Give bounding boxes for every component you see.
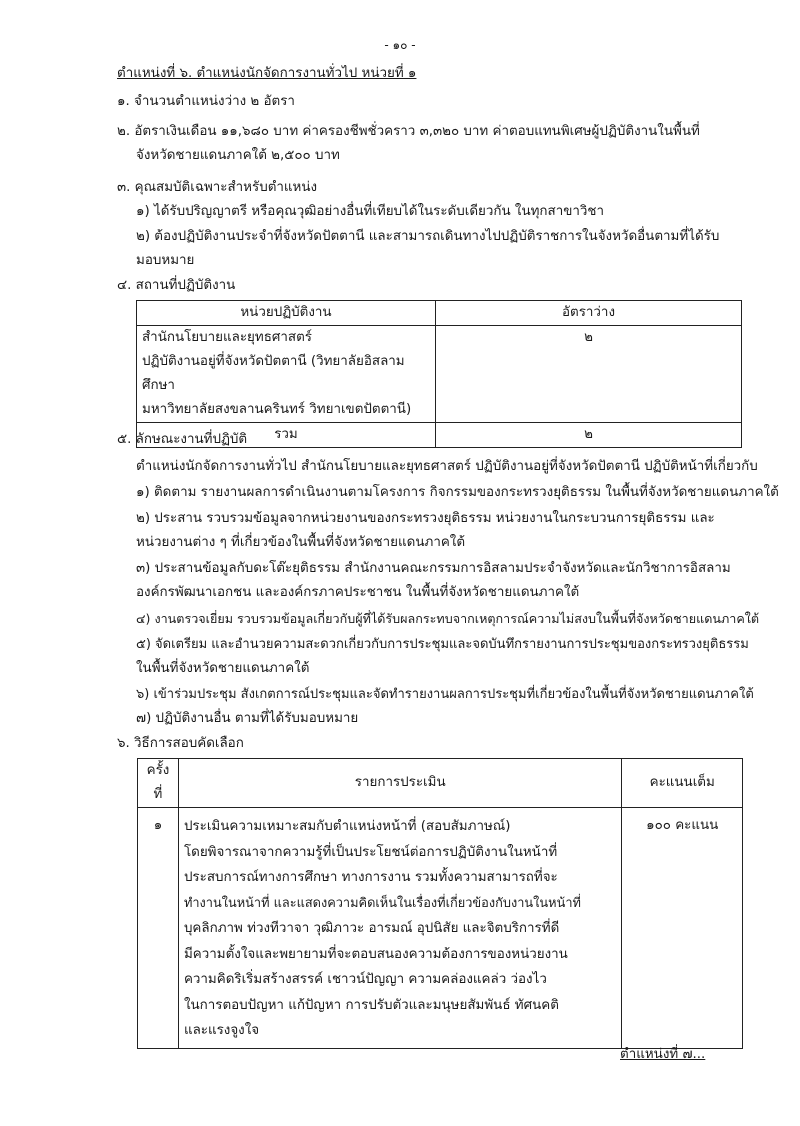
next-position-continuation: ตำแหน่งที่ ๗... — [620, 1047, 706, 1062]
assessment-line: ในการตอบปัญหา แก้ปัญหา การปรับตัวและมนุษยสัมพันธ์ ทัศนคติ — [183, 997, 559, 1013]
section3-item-1: ๑) ได้รับปริญญาตรี หรือคุณวุฒิอย่างอื่นที่เทียบได้ในระดับเดียวกัน ในทุกสาขาวิชา — [136, 204, 605, 219]
duty-line: ๓) ประสานข้อมูลกับดะโต๊ะยุติธรรม สำนักงานคณะกรรมการอิสลามประจำจังหวัดและนักวิชาการอิสลาม — [136, 561, 731, 576]
section1-vacancy-count: ๑. จำนวนตำแหน่งว่าง ๒ อัตรา — [117, 94, 295, 109]
assessment-line: ทำงานในหน้าที่ และแสดงความคิดเห็นในเรื่องที่เกี่ยวข้องกับงานในหน้าที่ — [183, 895, 581, 911]
assessment-line: ความคิดริเริ่มสร้างสรรค์ เชาวน์ปัญญา ความคล่องแคล่ว ว่องไว — [183, 972, 547, 987]
assessment-cell — [178, 808, 622, 1049]
duty-line: หน่วยงานต่าง ๆ ที่เกี่ยวข้องในพื้นที่จังหวัดชายแดนภาคใต้ — [136, 535, 466, 550]
section3-item-2-cont: มอบหมาย — [136, 253, 195, 268]
table-header-row — [138, 759, 743, 808]
assessment-line: และแรงจูงใจ — [183, 1023, 260, 1038]
total-count: ๒ — [435, 423, 741, 448]
section4-heading: ๔. สถานที่ปฏิบัติงาน — [117, 278, 236, 293]
assessment-line: ประสบการณ์ทางการศึกษา ทางการงาน รวมทั้งความสามารถที่จะ — [183, 870, 558, 885]
total-label: รวม — [137, 423, 436, 448]
unit-line: ปฏิบัติงานอยู่ที่จังหวัดปัตตานี (วิทยาลัยอิสลามศึกษา — [142, 354, 405, 393]
unit-cell — [137, 326, 436, 423]
unit-line: มหาวิทยาลัยสงขลานครินทร์ วิทยาเขตปัตตานี) — [142, 402, 412, 417]
assessment-line: มีความตั้งใจและพยายามที่จะตอบสนองความต้องการของหน่วยงาน — [183, 946, 568, 962]
page-number: - ๑๐ - — [384, 38, 416, 52]
duty-line: องค์กรพัฒนาเอกชน และองค์กรภาคประชาชน ในพื้นที่จังหวัดชายแดนภาคใต้ — [136, 585, 580, 600]
duty-line: ๖) เข้าร่วมประชุม สังเกตการณ์ประชุมและจัดทำรายงานผลการประชุมที่เกี่ยวข้องในพื้นที่จังหวัดชายแดนภาคใต้ — [136, 687, 754, 702]
duty-line: ๑) ติดตาม รายงานผลการดำเนินงานตามโครงการ กิจกรรมของกระทรวงยุติธรรม ในพื้นที่จังหวัดชายแดนภาคใต้ — [136, 485, 779, 500]
section3-item-2: ๒) ต้องปฏิบัติงานประจำที่จังหวัดปัตตานี และสามารถเดินทางไปปฏิบัติราชการในจังหวัดอื่นตามที่ได้รับ — [136, 229, 720, 244]
duty-line: ๒) ประสาน รวบรวมข้อมูลจากหน่วยงานของกระทรวงยุติธรรม หน่วยงานในกระบวนการยุติธรรม และ — [136, 511, 715, 526]
selection-method-table — [137, 758, 743, 1049]
header-vacancy: อัตราว่าง — [435, 301, 741, 326]
duty-line: ๕) จัดเตรียม และอำนวยความสะดวกเกี่ยวกับการประชุมและจดบันทึกรายงานการประชุมของกระทรวงยุติธรรม — [136, 637, 749, 652]
assessment-line: ประเมินความเหมาะสมกับตำแหน่งหน้าที่ (สอบสัมภาษณ์) — [183, 819, 511, 834]
round-cell: ๑ — [138, 808, 179, 1049]
section2-salary-line2: จังหวัดชายแดนภาคใต้ ๒,๕๐๐ บาท — [136, 148, 340, 163]
header-assessment: รายการประเมิน — [178, 759, 622, 808]
duty-line: ๔) งานตรวจเยี่ยม รวบรวมข้อมูลเกี่ยวกับผู้ที่ได้รับผลกระทบจากเหตุการณ์ความไม่สงบในพื้นที่จังหวัดชายแดนภาคใต้ — [136, 611, 760, 626]
table-header-row — [137, 301, 742, 326]
vacancy-count-cell: ๒ — [435, 326, 741, 423]
duty-line: ในพื้นที่จังหวัดชายแดนภาคใต้ — [136, 661, 310, 676]
header-full-score: คะแนนเต็ม — [622, 759, 743, 808]
section2-salary-line1: ๒. อัตราเงินเดือน ๑๑,๖๘๐ บาท ค่าครองชีพชั่วคราว ๓,๓๒๐ บาท ค่าตอบแทนพิเศษผู้ปฏิบัติงานในพื้นที่ — [117, 124, 700, 139]
position-title: ตำแหน่งที่ ๖. ตำแหน่งนักจัดการงานทั่วไป หน่วยที่ ๑ — [117, 66, 417, 81]
table-row — [138, 808, 743, 1049]
table-row — [137, 326, 742, 423]
assessment-line: บุคลิกภาพ ท่วงทีวาจา วุฒิภาวะ อารมณ์ อุปนิสัย และจิตบริการที่ดี — [183, 921, 560, 936]
workplace-table — [136, 300, 742, 448]
section3-heading: ๓. คุณสมบัติเฉพาะสำหรับตำแหน่ง — [117, 180, 318, 195]
section6-heading: ๖. วิธีการสอบคัดเลือก — [117, 736, 244, 751]
assessment-line: โดยพิจารณาจากความรู้ที่เป็นประโยชน์ต่อการปฏิบัติงานในหน้าที่ — [183, 844, 558, 860]
section5-heading: ๕. ลักษณะงานที่ปฏิบัติ — [117, 432, 248, 447]
header-unit: หน่วยปฏิบัติงาน — [137, 301, 436, 326]
section5-intro: ตำแหน่งนักจัดการงานทั่วไป สำนักนโยบายและยุทธศาสตร์ ปฏิบัติงานอยู่ที่จังหวัดปัตตานี ปฏิบัติหน้าที่เกี่ยวกับ — [136, 459, 758, 474]
header-round: ครั้งที่ — [138, 759, 179, 808]
unit-line: สำนักนโยบายและยุทธศาสตร์ — [142, 330, 312, 345]
full-score-cell: ๑๐๐ คะแนน — [622, 808, 743, 1049]
duty-line: ๗) ปฏิบัติงานอื่น ตามที่ได้รับมอบหมาย — [136, 711, 359, 726]
